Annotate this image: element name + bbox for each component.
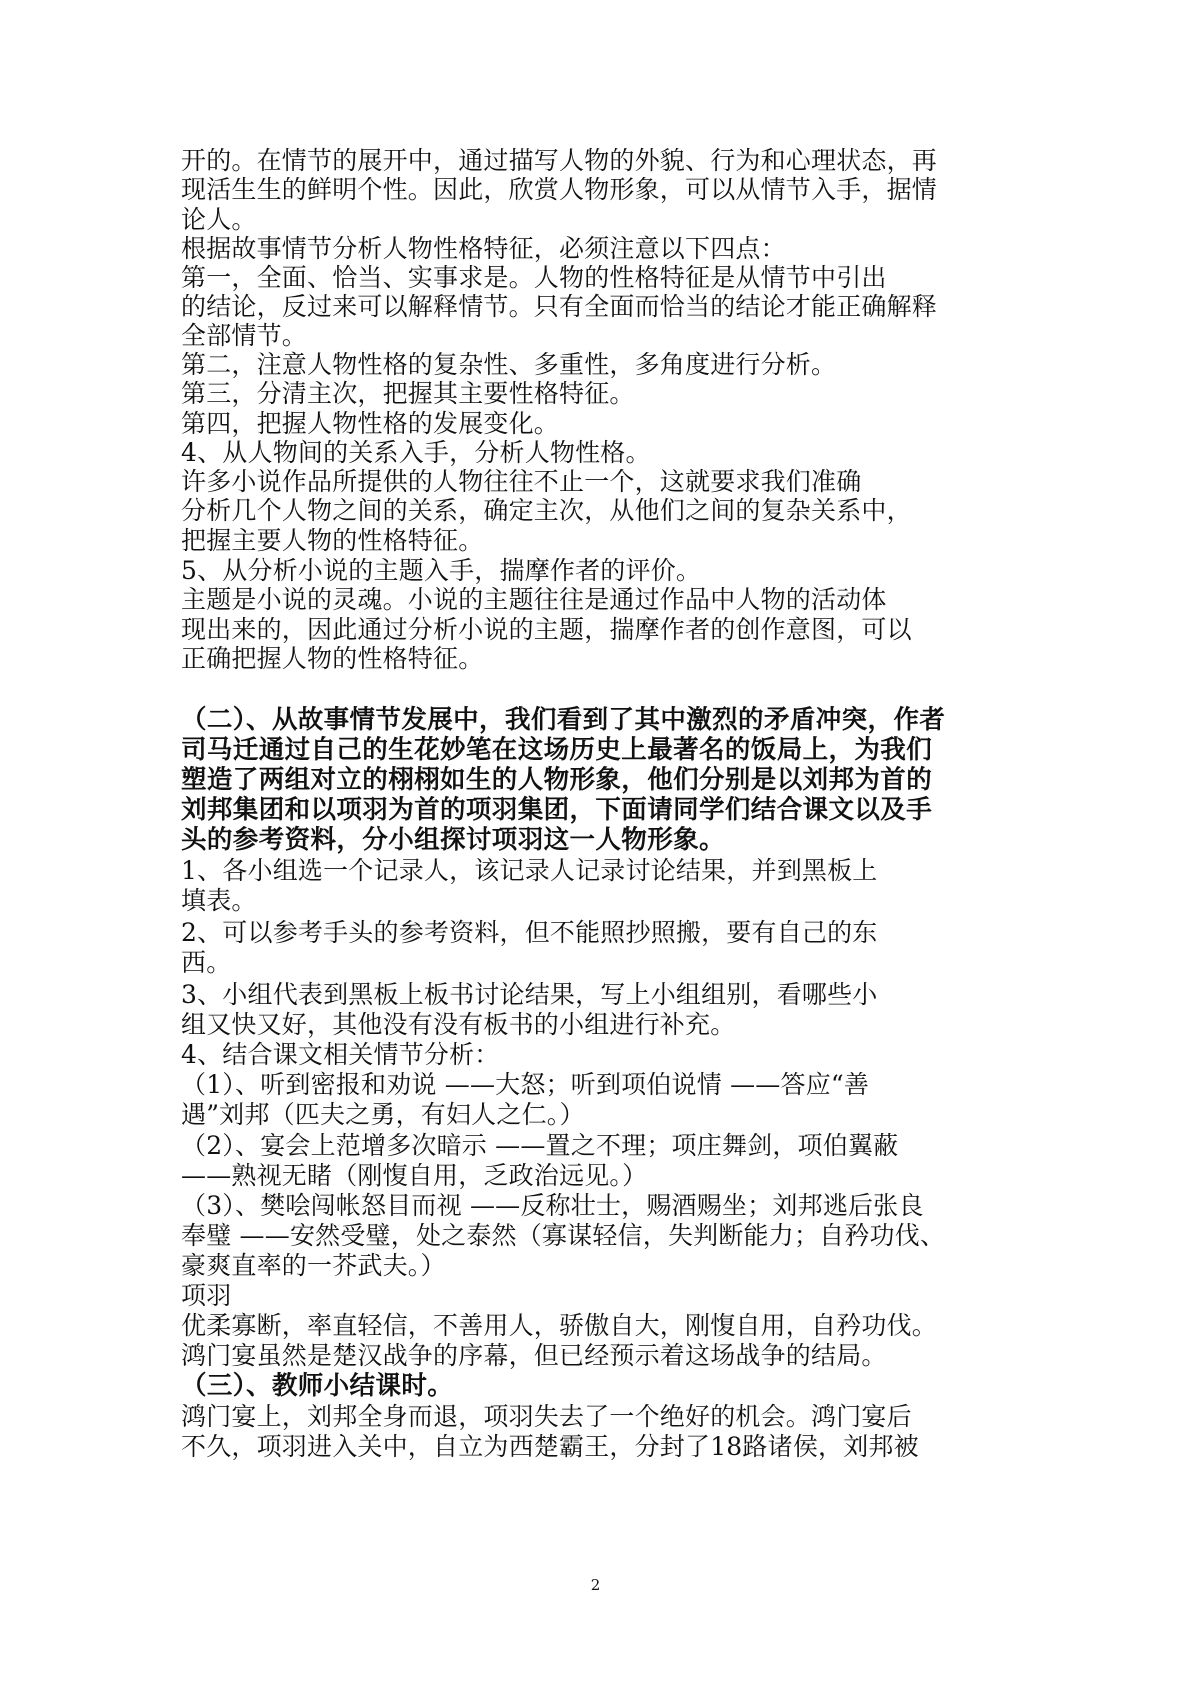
text-line: 主题是小说的灵魂。小说的主题往往是通过作品中人物的活动体	[181, 585, 887, 614]
section-heading: 5、从分析小说的主题入手，揣摩作者的评价。	[181, 556, 702, 585]
bold-paragraph-line: 刘邦集团和以项羽为首的项羽集团，下面请同学们结合课文以及手	[181, 795, 933, 825]
text-line: 优柔寡断，率直轻信，不善用人，骄傲自大，刚愎自用，自矜功伐。	[181, 1311, 938, 1340]
text-line: 遇”刘邦（匹夫之勇，有妇人之仁。）	[181, 1100, 585, 1129]
text-line: 论人。	[181, 205, 257, 234]
text-line: 第四，把握人物性格的发展变化。	[181, 409, 560, 438]
text-line: 填表。	[181, 886, 257, 915]
text-line: 豪爽直率的一芥武夫。）	[181, 1251, 446, 1280]
text-line: 根据故事情节分析人物性格特征，必须注意以下四点：	[181, 234, 786, 263]
text-line: 第一，全面、恰当、实事求是。人物的性格特征是从情节中引出	[181, 263, 887, 292]
text-line: 现出来的，因此通过分析小说的主题，揣摩作者的创作意图，可以	[181, 615, 912, 644]
text-line: （1）、听到密报和劝说 ——大怒；听到项伯说情 ——答应“善	[181, 1070, 870, 1099]
text-line: 鸿门宴上，刘邦全身而退，项羽失去了一个绝好的机会。鸿门宴后	[181, 1402, 912, 1431]
bold-heading: （三）、教师小结课时。	[181, 1371, 454, 1401]
text-line: 奉璧 ——安然受璧，处之泰然（寡谋轻信，失判断能力；自矜功伐、	[181, 1221, 946, 1250]
text-line: 分析几个人物之间的关系，确定主次，从他们之间的复杂关系中，	[181, 496, 912, 525]
text-line: （3）、樊哙闯帐怒目而视 ——反称壮士，赐酒赐坐；刘邦逃后张良	[181, 1191, 924, 1220]
text-line: 把握主要人物的性格特征。	[181, 526, 484, 555]
text-line: 2、可以参考手头的参考资料，但不能照抄照搬，要有自己的东	[181, 918, 878, 947]
text-line: 1、各小组选一个记录人，该记录人记录讨论结果，并到黑板上	[181, 856, 878, 885]
text-line: （2）、宴会上范增多次暗示 ——置之不理；项庄舞剑，项伯翼蔽	[181, 1131, 899, 1160]
text-line: 第三，分清主次，把握其主要性格特征。	[181, 379, 635, 408]
text-line: 不久，项羽进入关中，自立为西楚霸王，分封了18路诸侯，刘邦被	[181, 1432, 919, 1461]
text-line: 西。	[181, 948, 232, 977]
text-line: 3、小组代表到黑板上板书讨论结果，写上小组组别，看哪些小	[181, 980, 878, 1009]
text-line: 第二，注意人物性格的复杂性、多重性，多角度进行分析。	[181, 350, 837, 379]
text-line: 全部情节。	[181, 321, 308, 350]
text-line: 的结论，反过来可以解释情节。只有全面而恰当的结论才能正确解释	[181, 292, 938, 321]
text-line: ——熟视无睹（刚愎自用，乏政治远见。）	[181, 1161, 648, 1190]
text-line: 组又快又好，其他没有没有板书的小组进行补充。	[181, 1010, 736, 1039]
bold-paragraph-line: 头的参考资料，分小组探讨项羽这一人物形象。	[181, 825, 725, 855]
text-line: 现活生生的鲜明个性。因此，欣赏人物形象，可以从情节入手，据情	[181, 175, 938, 204]
section-heading: 4、从人物间的关系入手，分析人物性格。	[181, 438, 651, 467]
text-line: 开的。在情节的展开中，通过描写人物的外貌、行为和心理状态，再	[181, 146, 938, 175]
text-line: 鸿门宴虽然是楚汉战争的序幕，但已经预示着这场战争的结局。	[181, 1341, 887, 1370]
text-line: 正确把握人物的性格特征。	[181, 644, 484, 673]
text-line: 项羽	[181, 1281, 232, 1310]
bold-paragraph-line: 司马迁通过自己的生花妙笔在这场历史上最著名的饭局上，为我们	[181, 735, 933, 765]
text-line: 许多小说作品所提供的人物往往不止一个，这就要求我们准确	[181, 467, 862, 496]
page-number: 2	[590, 1576, 601, 1594]
bold-paragraph-line: 塑造了两组对立的栩栩如生的人物形象，他们分别是以刘邦为首的	[181, 765, 933, 795]
text-line: 4、结合课文相关情节分析：	[181, 1040, 500, 1069]
bold-paragraph-line: （二）、从故事情节发展中，我们看到了其中激烈的矛盾冲突，作者	[181, 705, 946, 735]
